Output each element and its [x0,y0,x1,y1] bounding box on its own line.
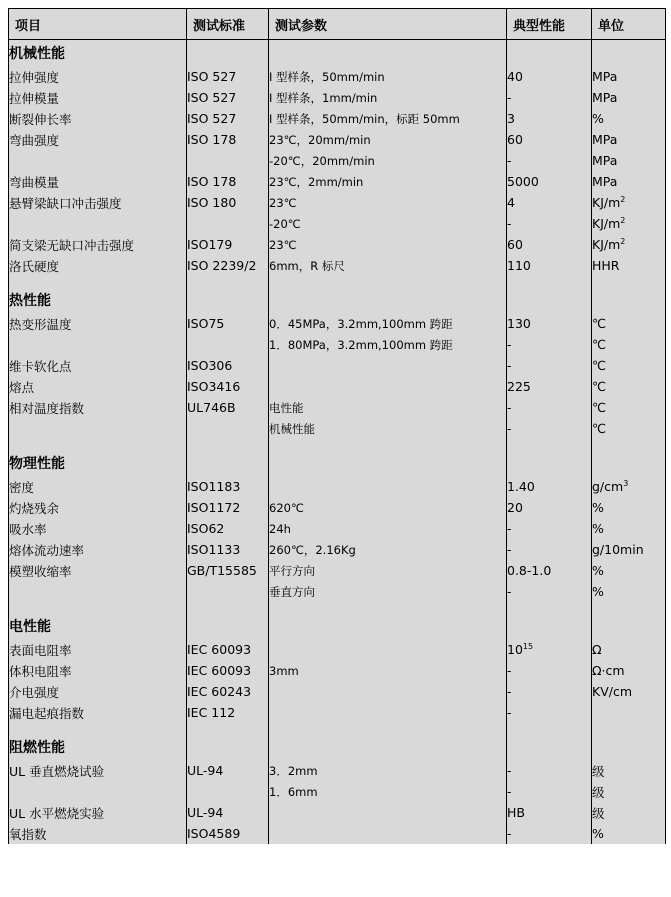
cell-typical-value: - [507,660,592,681]
cell-parameter [269,681,507,702]
cell-item: UL 水平燃烧实验 [9,802,187,823]
cell-unit: ℃ [592,397,666,418]
cell-typical-value [507,439,592,450]
cell-typical-value: 4 [507,192,592,213]
cell-unit [592,276,666,287]
cell-parameter: 23℃，2mm/min [269,171,507,192]
cell-parameter [269,276,507,287]
cell-typical-value: - [507,702,592,723]
cell-parameter: 23℃ [269,234,507,255]
column-header-standard: 测试标准 [187,9,269,40]
cell-unit [592,723,666,734]
table-row [9,639,666,660]
cell-parameter: I 型样条，50mm/min [269,66,507,87]
table-row [9,397,666,418]
cell-parameter [269,40,507,67]
cell-unit: ℃ [592,334,666,355]
cell-typical-value: HB [507,802,592,823]
cell-unit: HHR [592,255,666,276]
cell-parameter: 6mm，R 标尺 [269,255,507,276]
table-spacer-row [9,439,666,450]
cell-standard: IEC 60093 [187,660,269,681]
cell-item: 拉伸强度 [9,66,187,87]
cell-standard [187,287,269,313]
cell-typical-value: - [507,823,592,844]
cell-typical-value: - [507,781,592,802]
cell-unit [592,439,666,450]
cell-unit: ℃ [592,313,666,334]
cell-parameter: 机械性能 [269,418,507,439]
cell-parameter [269,439,507,450]
cell-standard: ISO62 [187,518,269,539]
table-section-row [9,40,666,67]
cell-standard: UL-94 [187,802,269,823]
cell-typical-value: 20 [507,497,592,518]
table-section-row [9,734,666,760]
cell-unit [592,702,666,723]
table-row [9,87,666,108]
cell-item [9,150,187,171]
cell-parameter: 3mm [269,660,507,681]
cell-item: 阻燃性能 [9,734,187,760]
cell-typical-value: 5000 [507,171,592,192]
cell-unit: MPa [592,150,666,171]
cell-standard: ISO179 [187,234,269,255]
cell-unit: MPa [592,66,666,87]
cell-standard: ISO 180 [187,192,269,213]
cell-typical-value: - [507,760,592,781]
cell-standard [187,581,269,602]
cell-parameter: I 型样条，1mm/min [269,87,507,108]
cell-parameter: 23℃ [269,192,507,213]
cell-unit: MPa [592,87,666,108]
cell-parameter [269,702,507,723]
cell-standard: UL746B [187,397,269,418]
cell-item [9,723,187,734]
cell-parameter: 0．45MPa，3.2mm,100mm 跨距 [269,313,507,334]
cell-standard: ISO 527 [187,108,269,129]
cell-typical-value: - [507,87,592,108]
cell-typical-value: - [507,681,592,702]
cell-standard: ISO 527 [187,66,269,87]
table-row [9,66,666,87]
cell-typical-value: 3 [507,108,592,129]
cell-standard: IEC 60093 [187,639,269,660]
cell-standard [187,734,269,760]
cell-parameter [269,355,507,376]
cell-unit: $g/cm^3$ [592,476,666,497]
cell-standard [187,276,269,287]
cell-typical-value: 40 [507,66,592,87]
cell-standard [187,439,269,450]
cell-unit [592,40,666,67]
cell-typical-value [507,723,592,734]
cell-standard: UL-94 [187,760,269,781]
cell-item: 物理性能 [9,450,187,476]
table-row [9,376,666,397]
cell-standard: ISO 178 [187,129,269,150]
cell-unit [592,602,666,613]
cell-typical-value: 60 [507,234,592,255]
cell-parameter [269,376,507,397]
cell-parameter: 24h [269,518,507,539]
cell-standard [187,723,269,734]
cell-item: 热性能 [9,287,187,313]
table-row [9,334,666,355]
column-header-item: 项目 [9,9,187,40]
cell-parameter: 1．6mm [269,781,507,802]
cell-item [9,781,187,802]
cell-unit: 级 [592,802,666,823]
cell-unit: ℃ [592,376,666,397]
cell-standard: IEC 112 [187,702,269,723]
cell-unit: $KJ/m^2$ [592,192,666,213]
cell-parameter [269,802,507,823]
cell-standard [187,602,269,613]
cell-standard [187,450,269,476]
cell-parameter: 23℃，20mm/min [269,129,507,150]
cell-standard: ISO1133 [187,539,269,560]
cell-typical-value [507,450,592,476]
cell-typical-value: 1.40 [507,476,592,497]
cell-standard [187,150,269,171]
cell-typical-value: - [507,518,592,539]
cell-item: 悬臂梁缺口冲击强度 [9,192,187,213]
cell-unit: g/10min [592,539,666,560]
table-row [9,355,666,376]
table-section-row [9,450,666,476]
cell-item: 吸水率 [9,518,187,539]
table-row [9,539,666,560]
cell-typical-value: - [507,397,592,418]
cell-unit: MPa [592,171,666,192]
cell-unit: % [592,518,666,539]
cell-parameter: -20℃ [269,213,507,234]
table-row [9,660,666,681]
cell-unit: ℃ [592,355,666,376]
cell-item: 漏电起痕指数 [9,702,187,723]
table-row [9,581,666,602]
cell-typical-value: - [507,581,592,602]
table-row [9,234,666,255]
cell-parameter [269,613,507,639]
cell-item: 熔体流动速率 [9,539,187,560]
table-row [9,171,666,192]
cell-standard: ISO1183 [187,476,269,497]
cell-item: 维卡软化点 [9,355,187,376]
cell-typical-value [507,613,592,639]
cell-parameter: 1．80MPa，3.2mm,100mm 跨距 [269,334,507,355]
cell-unit: % [592,823,666,844]
cell-parameter: 260℃，2.16Kg [269,539,507,560]
cell-typical-value: - [507,418,592,439]
cell-item: 熔点 [9,376,187,397]
table-row [9,681,666,702]
cell-standard: ISO 527 [187,87,269,108]
cell-typical-value: 0.8-1.0 [507,560,592,581]
cell-unit [592,450,666,476]
table-row [9,518,666,539]
table-row [9,497,666,518]
cell-item [9,213,187,234]
cell-item: 密度 [9,476,187,497]
cell-typical-value [507,734,592,760]
table-row [9,150,666,171]
cell-item [9,418,187,439]
cell-item: 拉伸模量 [9,87,187,108]
table-spacer-row [9,723,666,734]
cell-unit: % [592,581,666,602]
table-body [9,40,666,845]
table-row [9,476,666,497]
cell-typical-value: - [507,150,592,171]
cell-unit: % [592,108,666,129]
cell-parameter: 3．2mm [269,760,507,781]
cell-parameter [269,602,507,613]
cell-item: 弯曲模量 [9,171,187,192]
cell-standard [187,40,269,67]
cell-unit: Ω·cm [592,660,666,681]
cell-parameter: 平行方向 [269,560,507,581]
cell-parameter [269,823,507,844]
cell-item [9,334,187,355]
cell-parameter [269,476,507,497]
cell-item: 电性能 [9,613,187,639]
cell-typical-value: - [507,539,592,560]
cell-item: 灼烧残余 [9,497,187,518]
table-row [9,255,666,276]
cell-standard: IEC 60243 [187,681,269,702]
cell-item [9,602,187,613]
cell-item: 断裂伸长率 [9,108,187,129]
cell-typical-value: - [507,334,592,355]
table-row [9,802,666,823]
cell-item: 介电强度 [9,681,187,702]
cell-item [9,276,187,287]
cell-standard [187,781,269,802]
table-section-row [9,613,666,639]
column-header-parameter: 测试参数 [269,9,507,40]
cell-parameter [269,450,507,476]
cell-parameter: 垂直方向 [269,581,507,602]
table-section-row [9,287,666,313]
cell-unit [592,613,666,639]
cell-item [9,581,187,602]
cell-standard: GB/T15585 [187,560,269,581]
cell-standard [187,334,269,355]
cell-unit [592,287,666,313]
table-row [9,560,666,581]
cell-parameter: I 型样条，50mm/min，标距 50mm [269,108,507,129]
cell-parameter [269,723,507,734]
cell-parameter: -20℃，20mm/min [269,150,507,171]
cell-standard [187,613,269,639]
table-row [9,760,666,781]
cell-unit: % [592,497,666,518]
cell-typical-value [507,602,592,613]
cell-standard: ISO306 [187,355,269,376]
table-spacer-row [9,276,666,287]
cell-item: UL 垂直燃烧试验 [9,760,187,781]
cell-unit: KV/cm [592,681,666,702]
cell-parameter [269,287,507,313]
cell-unit: MPa [592,129,666,150]
cell-typical-value [507,40,592,67]
table-row [9,213,666,234]
column-header-typical-value: 典型性能 [507,9,592,40]
table-header-row [9,9,666,40]
cell-standard: ISO1172 [187,497,269,518]
cell-standard [187,213,269,234]
table-row [9,129,666,150]
cell-unit: $KJ/m^2$ [592,234,666,255]
cell-unit: Ω [592,639,666,660]
cell-standard: ISO 178 [187,171,269,192]
cell-item: 相对温度指数 [9,397,187,418]
cell-standard: ISO4589 [187,823,269,844]
cell-parameter [269,639,507,660]
cell-typical-value: 130 [507,313,592,334]
cell-unit: 级 [592,781,666,802]
material-properties-table [8,8,666,844]
cell-parameter: 电性能 [269,397,507,418]
cell-item [9,439,187,450]
cell-item: 表面电阻率 [9,639,187,660]
cell-item: 氧指数 [9,823,187,844]
cell-typical-value: 60 [507,129,592,150]
column-header-unit: 单位 [592,9,666,40]
table-row [9,781,666,802]
cell-parameter: 620℃ [269,497,507,518]
cell-typical-value: - [507,355,592,376]
cell-unit: ℃ [592,418,666,439]
cell-unit: 级 [592,760,666,781]
cell-typical-value: - [507,213,592,234]
cell-unit [592,734,666,760]
cell-item: 洛氏硬度 [9,255,187,276]
cell-typical-value: $10^{15}$ [507,639,592,660]
table-row [9,313,666,334]
cell-unit: $KJ/m^2$ [592,213,666,234]
cell-unit: % [592,560,666,581]
cell-standard: ISO75 [187,313,269,334]
cell-item: 简支梁无缺口冲击强度 [9,234,187,255]
cell-item: 机械性能 [9,40,187,67]
table-spacer-row [9,602,666,613]
table-row [9,702,666,723]
cell-standard [187,418,269,439]
cell-standard: ISO 2239/2 [187,255,269,276]
cell-item: 模塑收缩率 [9,560,187,581]
table-row [9,108,666,129]
cell-item: 体积电阻率 [9,660,187,681]
cell-standard: ISO3416 [187,376,269,397]
table-row [9,192,666,213]
table-row [9,418,666,439]
cell-typical-value: 110 [507,255,592,276]
cell-item: 热变形温度 [9,313,187,334]
cell-typical-value [507,276,592,287]
cell-item: 弯曲强度 [9,129,187,150]
cell-typical-value: 225 [507,376,592,397]
table-row [9,823,666,844]
cell-parameter [269,734,507,760]
cell-typical-value [507,287,592,313]
table-head [9,9,666,40]
